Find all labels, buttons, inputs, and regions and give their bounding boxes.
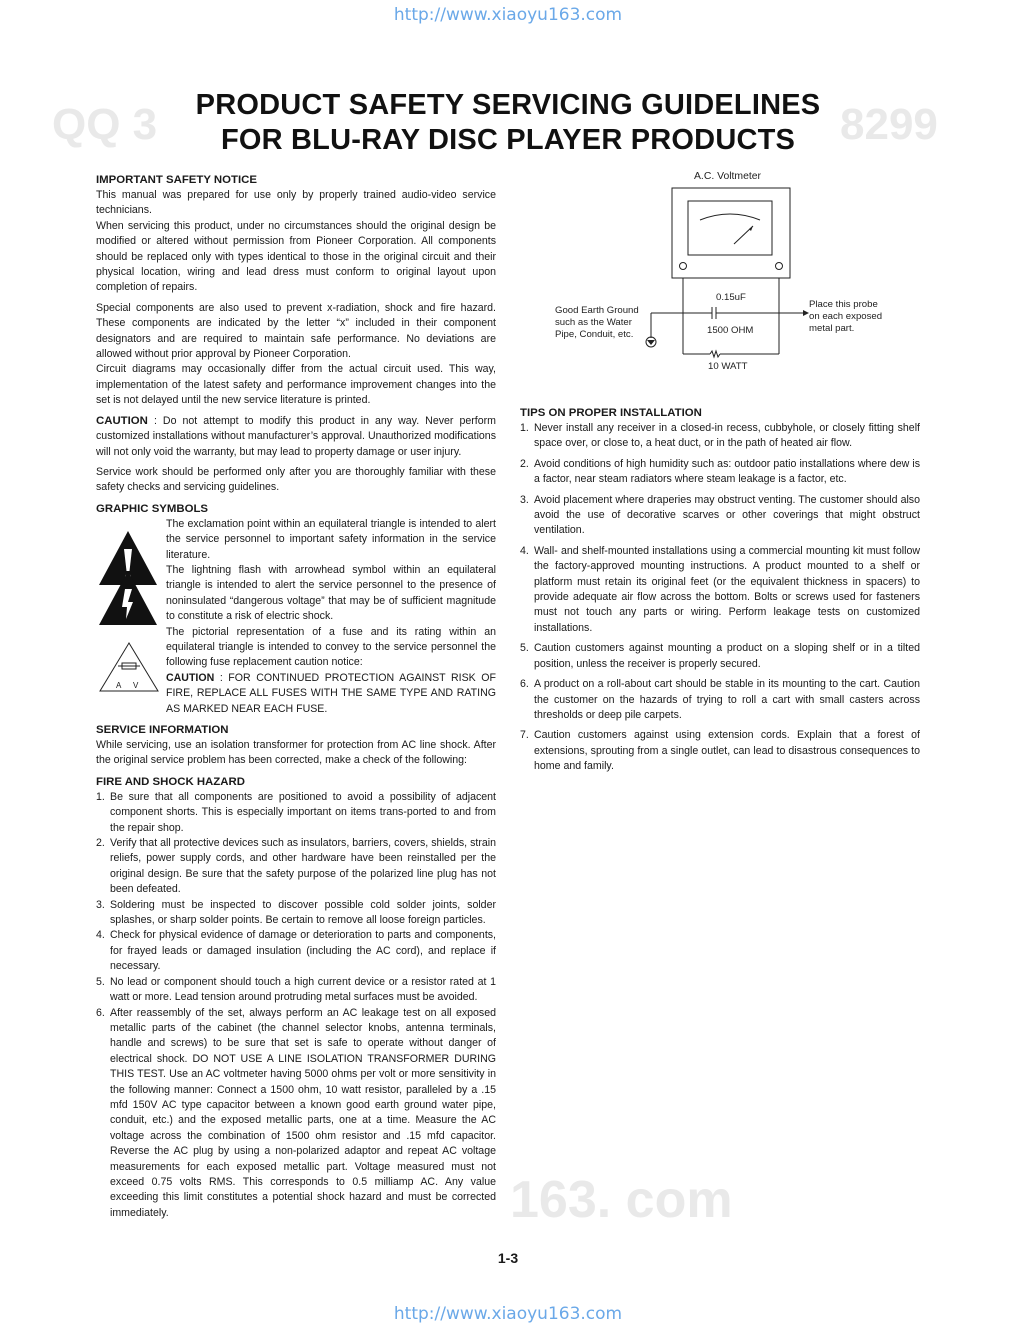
symbol-exclamation-text: The exclamation point within an equilateral triangle is intended to alert the service personnel to important safety information in the service literature. <box>166 517 496 561</box>
fire-shock-item-text: After reassembly of the set, always perform an AC leakage test on all exposed metallic parts of the cabinet (the channel selector knobs, antenna terminals, handle and screws) to be sure that set is safe to operate without danger of electrical shock. DO NOT USE A LINE ISOLATION TRANSFORMER DURING THIS TEST. Use an AC voltmeter having 5000 ohms per volt or more sensitivity in the following manner: Connect a 1500 ohm, 10 watt resistor, paralleled by a .15 mfd 150V AC type capacitor between a known good earth ground water pipe, conduit, etc.) and the exposed metallic parts, one at a time. Measure the AC voltage across the combination of 1500 ohm resistor and .15 mfd capacitor. Reverse the AC plug by using a non-polarized adaptor and repeat AC voltage measurements for each exposed metallic part. Voltage measured must not exceed 0.75 volts RMS. This corresponds to 0.5 milliamp AC. Any value exceeding this limit constitutes a potential shock hazard and must be corrected immediately. <box>110 1006 496 1219</box>
probe-label: Place this probe on each exposed metal part. <box>809 299 883 334</box>
service-information-text: While servicing, use an isolation transformer for protection from AC line shock. After the original service problem has been corrected, make a check of the following: <box>96 739 496 767</box>
fuse-icon-v: V <box>133 680 139 690</box>
fire-shock-item-number: 2. <box>96 837 105 850</box>
fire-shock-item-number: 4. <box>96 929 105 942</box>
tips-item <box>520 544 920 636</box>
symbol-lightning-row <box>96 563 496 625</box>
tips-item <box>520 457 920 488</box>
tips-item-number: 6. <box>520 678 529 691</box>
fire-shock-item-number: 6. <box>96 1006 105 1019</box>
fire-shock-item <box>96 836 496 898</box>
fire-shock-item-text: Be sure that all components are positioned to avoid a possibility of adjacent component shorts. This is especially important on items trans-ported to and from the repair shop. <box>110 790 496 834</box>
fuse-caution-label: CAUTION <box>166 671 215 684</box>
right-column <box>520 405 920 780</box>
page-title <box>0 88 1016 158</box>
important-paragraph-2: When servicing this product, under no circumstances should the original design be modified or altered without permission from Pioneer Corporation. All components should be replaced only with types identical to those in the original circuit and their physical location, wiring and lead dress must conform to original layout upon completion of repairs. <box>96 219 496 294</box>
capacitor-label: 0.15uF <box>716 292 746 303</box>
symbol-exclamation-row <box>96 517 496 563</box>
tips-item <box>520 493 920 539</box>
important-paragraph-1: This manual was prepared for use only by properly trained audio-video service technicians. <box>96 189 496 217</box>
caution-paragraph <box>96 414 496 460</box>
service-information-heading: SERVICE INFORMATION <box>96 724 229 736</box>
watermark-qq-left: QQ 3 <box>52 100 158 149</box>
symbol-fuse-row <box>96 625 496 717</box>
tips-list <box>520 421 920 775</box>
tips-item-number: 3. <box>520 493 529 506</box>
tips-item-text: Avoid placement where draperies may obstruct venting. The customer should also avoid the use of decorative scarves or other coverings that might obstruct ventilation. <box>534 493 920 537</box>
graphic-symbols-heading: GRAPHIC SYMBOLS <box>96 502 209 515</box>
tips-item <box>520 677 920 723</box>
tips-item-text: Never install any receiver in a closed-in recess, cubbyhole, or closely fitting shelf space over, or close to, a heat duct, or in the path of heated air flow. <box>534 422 920 450</box>
fire-shock-item-number: 3. <box>96 898 105 911</box>
source-url-top[interactable]: http://www.xiaoyu163.com <box>393 5 623 25</box>
fire-shock-item-number: 5. <box>96 975 105 988</box>
tips-item-number: 2. <box>520 457 529 470</box>
fire-shock-list <box>96 790 496 1221</box>
caution-text: : Do not attempt to modify this product in any way. Never perform customized installations without manufacturer’s approval. Unauthorized modifications will not only void the warranty, but may lead to property damage or user injury. <box>96 414 496 458</box>
watermark-163-bottom: 163. com <box>510 1171 733 1229</box>
caution-label: CAUTION <box>96 414 148 427</box>
fire-shock-item <box>96 790 496 836</box>
watermark-qq-right: 8299 <box>840 100 938 149</box>
important-safety-heading: IMPORTANT SAFETY NOTICE <box>96 174 257 186</box>
tips-item <box>520 421 920 452</box>
fire-shock-item-text: No lead or component should touch a high current device or a resistor rated at 1 watt or more. Lead tension around protruding metal surfaces must be avoided. <box>110 975 496 1004</box>
tips-item-text: A product on a roll-about cart should be stable in its mounting to the cart. Caution the customer on the hazards of trying to roll a cart with small casters across thresholds or deep pile carpets. <box>534 678 920 721</box>
leakage-circuit-svg <box>548 168 928 383</box>
service-work-paragraph: Service work should be performed only after you are thoroughly familiar with these safety checks and servicing guidelines. <box>96 465 496 494</box>
fire-shock-item <box>96 928 496 974</box>
tips-item-number: 1. <box>520 422 529 434</box>
title-line-2: FOR BLU-RAY DISC PLAYER PRODUCTS <box>220 124 796 156</box>
symbol-lightning-text: The lightning flash with arrowhead symbol within an equilateral triangle is intended to alert the service personnel to the presence of noninsulated “dangerous voltage” that may be of sufficient magnitude to constitute a risk of electric shock. <box>166 563 496 623</box>
fire-shock-item-text: Verify that all protective devices such as insulators, barriers, covers, shields, strain reliefs, power supply cords, and other hardware have been reinstalled per the original design. Be sure that the safety purpose of the polarized line plug has not been defeated. <box>110 837 496 896</box>
fire-shock-item-text: Soldering must be inspected to discover possible cold solder joints, solder splashes, or sharp solder points. Be certain to remove all loose foreign particles. <box>110 898 496 927</box>
tips-item-number: 5. <box>520 642 529 655</box>
tips-item-text: Avoid conditions of high humidity such as: outdoor patio installations where dew is a factor, near steam radiators where steam leakage is a factor, etc. <box>534 457 920 486</box>
fire-shock-heading: FIRE AND SHOCK HAZARD <box>96 775 245 788</box>
title-line-1: PRODUCT SAFETY SERVICING GUIDELINES <box>195 89 821 121</box>
fuse-icon-a: A <box>116 680 122 690</box>
important-paragraph-4: Circuit diagrams may occasionally differ from the actual circuit used. This way, implementation of the latest safety and performance improvement changes into the set is not delayed until the new service literature is printed. <box>96 363 496 407</box>
page-number: 1-3 <box>497 1250 519 1266</box>
fire-shock-item <box>96 1006 496 1222</box>
tips-item <box>520 728 920 774</box>
fuse-triangle-icon <box>98 641 160 693</box>
important-paragraph-3: Special components are also used to prevent x-radiation, shock and fire hazard. These components are indicated by the letter “x” included in their component designators and are required to maintain safe performance. No deviations are allowed without prior approval by Pioneer Corporation. <box>96 301 496 361</box>
leakage-test-diagram <box>548 168 928 383</box>
left-column <box>96 172 496 1221</box>
ground-label: Good Earth Ground such as the Water Pipe, Conduit, etc. <box>555 305 639 340</box>
resistor-label: 1500 OHM <box>707 325 754 336</box>
lightning-hazard-icon <box>97 569 159 627</box>
fire-shock-item <box>96 975 496 1006</box>
tips-item-number: 7. <box>520 729 529 742</box>
fire-shock-item <box>96 898 496 929</box>
tips-item <box>520 641 920 672</box>
fuse-caution-paragraph <box>166 671 496 717</box>
tips-item-number: 4. <box>520 544 529 557</box>
fuse-caution-text: : FOR CONTINUED PROTECTION AGAINST RISK OF FIRE, REPLACE ALL FUSES WITH THE SAME TYPE AND RATING AS MARKED NEAR EACH FUSE. <box>166 671 496 715</box>
fire-shock-item-number: 1. <box>96 790 105 803</box>
tips-item-text: Caution customers against using extension cords. Explain that a forest of extensions, sprouting from a single outlet, can lead to disastrous consequences to home and family. <box>534 729 920 773</box>
tips-item-text: Wall- and shelf-mounted installations using a commercial mounting kit must follow the factory-approved mounting instructions. A product mounted to a shelf or platform must retain its original feet (or the equivalent thickness in spacers) to provide adequate air flow across the bottom. Bolts or screws used for fasteners must not touch any parts or wiring. Perform leakage tests on customized installations. <box>534 544 920 634</box>
fire-shock-item-text: Check for physical evidence of damage or deterioration to parts and components, for frayed leads or damaged insulation (including the AC cord), and replace if necessary. <box>110 929 496 973</box>
voltmeter-label: A.C. Voltmeter <box>694 171 761 182</box>
tips-heading: TIPS ON PROPER INSTALLATION <box>520 407 702 419</box>
source-url-bottom[interactable]: http://www.xiaoyu163.com <box>393 1304 623 1324</box>
symbol-fuse-text: The pictorial representation of a fuse and its rating within an equilateral triangle is intended to convey to the service personnel the following fuse replacement caution notice: <box>166 625 496 669</box>
watt-label: 10 WATT <box>708 361 748 372</box>
tips-item-text: Caution customers against mounting a product on a sloping shelf or in a tilted position, unless the receiver is properly secured. <box>534 642 920 670</box>
